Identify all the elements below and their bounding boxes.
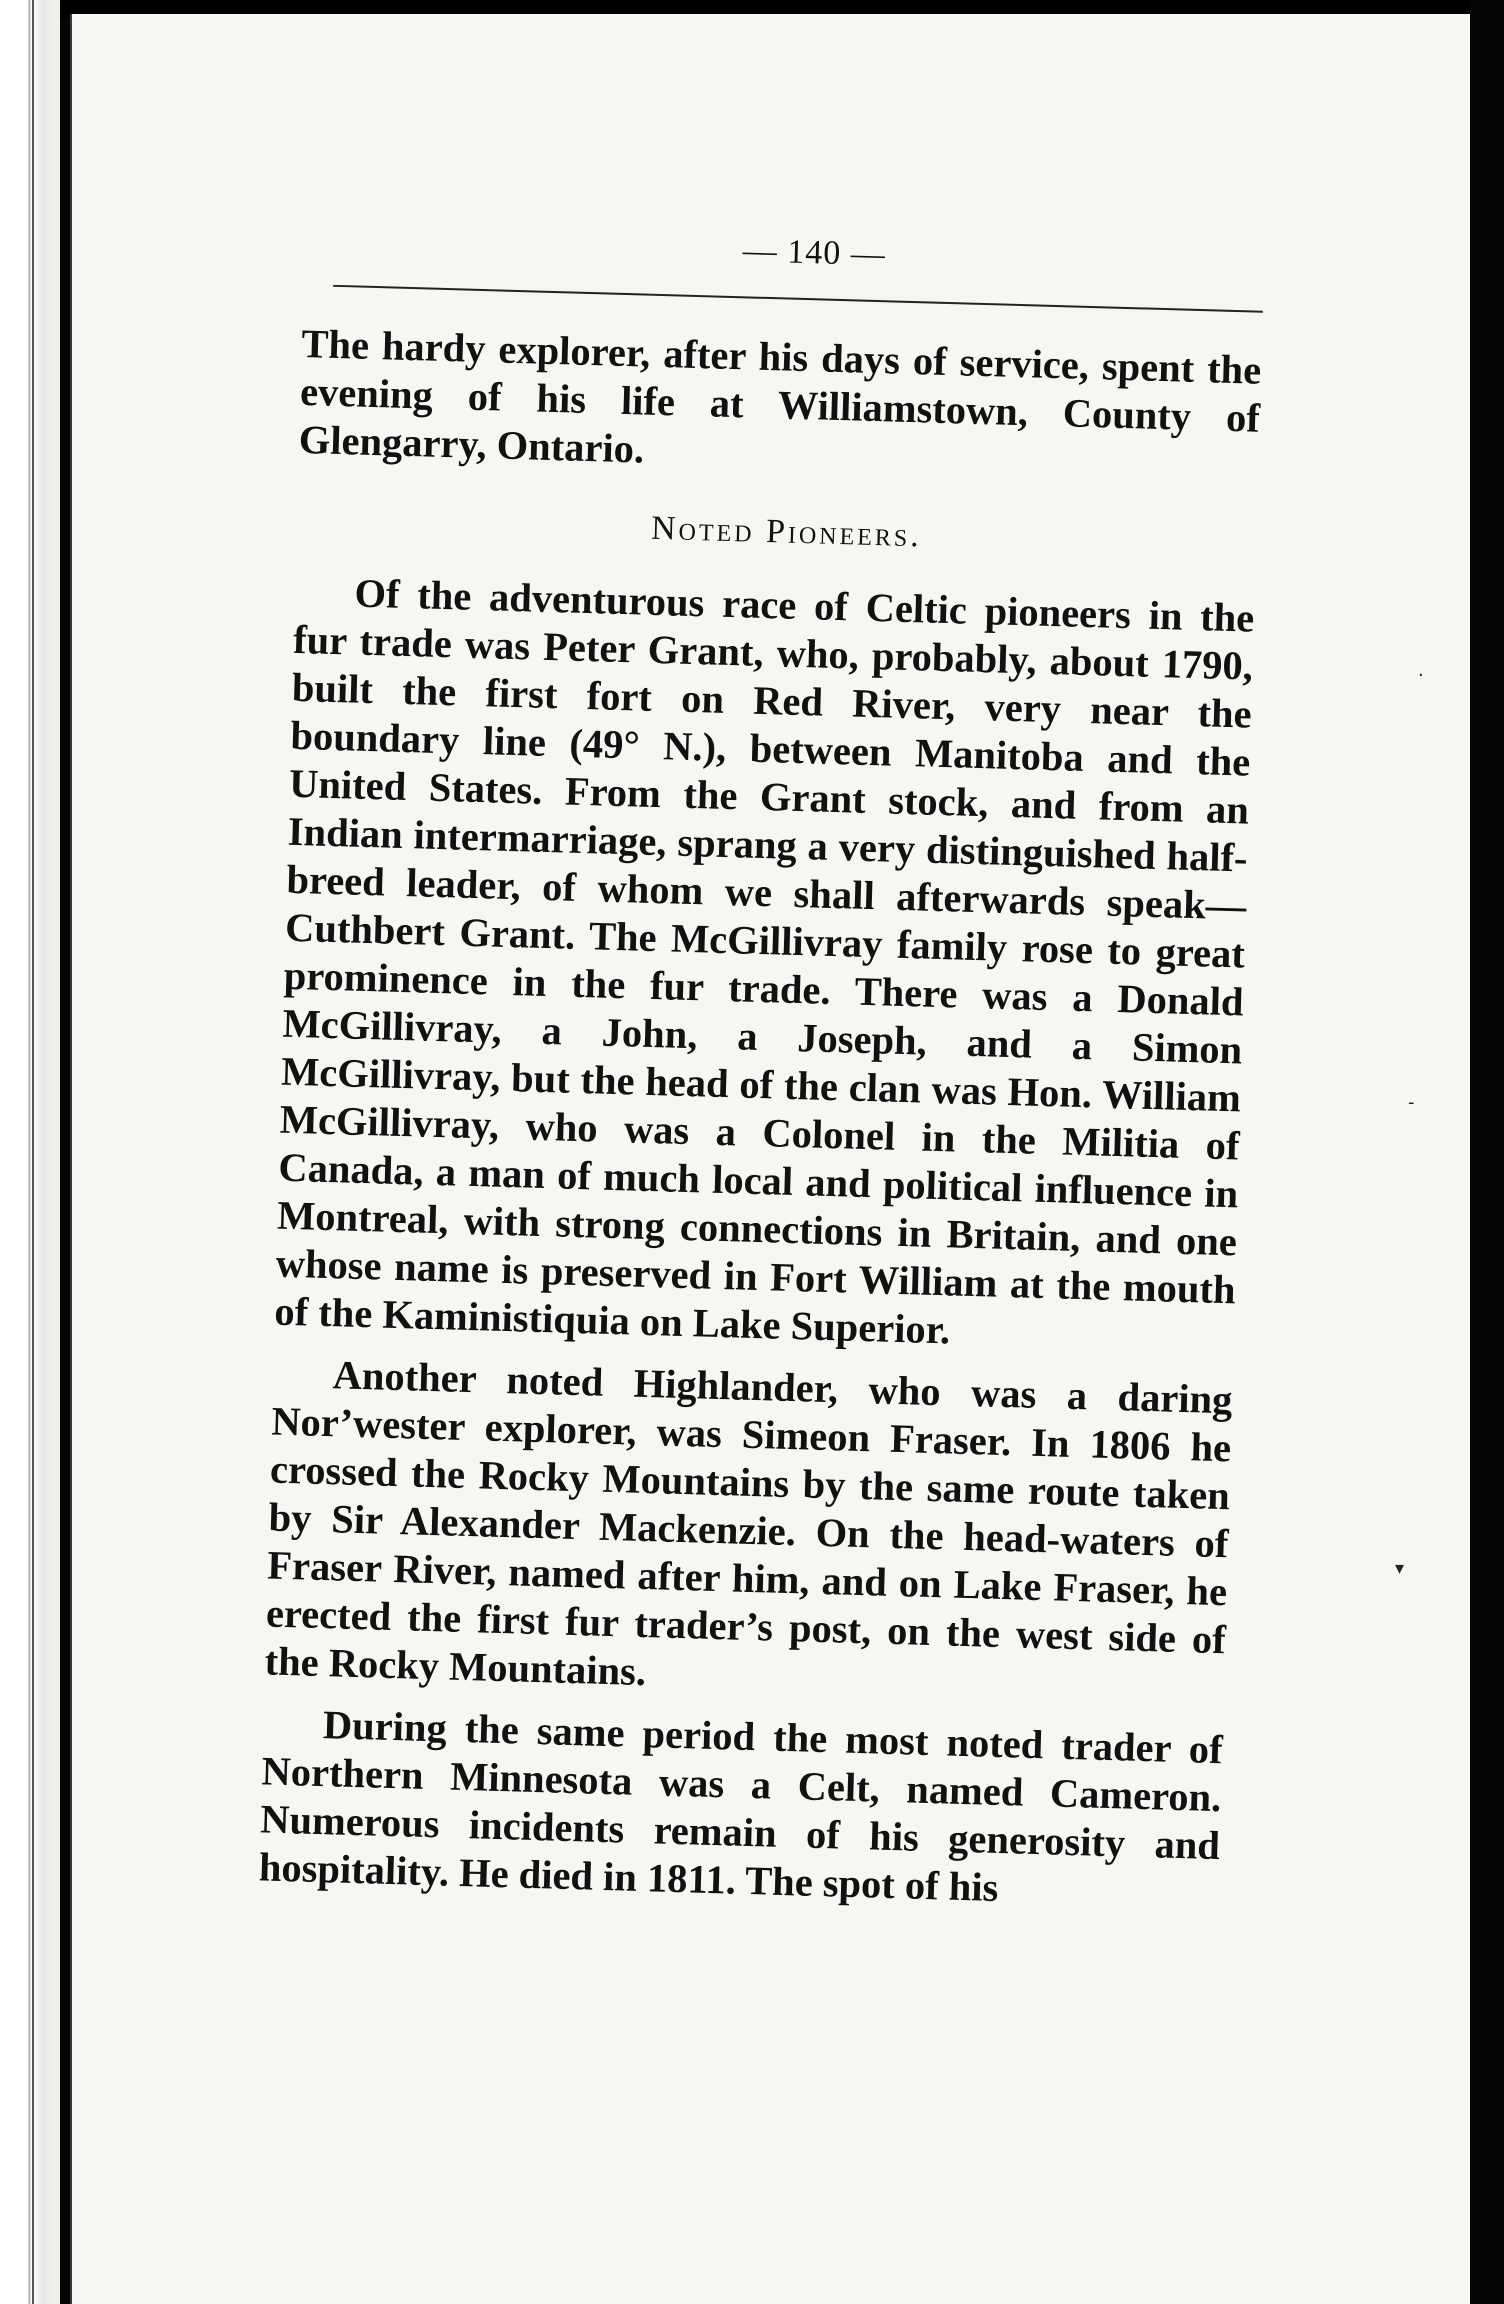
edge-mark-2: - <box>1408 1092 1415 1113</box>
paragraph-4: During the same period the most noted trader of Northern Minnesota was a Celt, named Cameron. Numerous incidents remain of his generosity and hospitality. He died in 1811. The spot of his <box>258 1702 1224 1911</box>
page-number: — 140 — <box>742 232 887 274</box>
paragraph-2: Of the adventurous race of Celtic pioneers in the fur trade was Peter Grant, who, probably, about 1790, built the first fort on Red River, very near the boundary line (49° N.), between Manitoba and the United States. From the Grant stock, and from an Indian intermarriage, sprang a very distinguished half-breed leader, of whom we shall afterwards speak—Cuthbert Grant. The McGillivray family rose to great prominence in the fur trade. There was a Donald McGillivray, a John, a Joseph, and a Simon McGillivray, but the head of the clan was Hon. William McGillivray, who was a Colonel in the Militia of Canada, a man of much local and political influence in Montreal, with strong connections in Britain, and one whose name is preserved in Fort William at the mouth of the Kaministiquia on Lake Superior. <box>273 570 1255 1353</box>
binding-line <box>32 0 34 2304</box>
header-rule <box>333 285 1263 313</box>
page-text <box>258 220 1264 1918</box>
paragraph-3: Another noted Highlander, who was a daring Nor’wester explorer, was Simeon Fraser. In 1806 he crossed the Rocky Mountains by the same route taken by Sir Alexander Mackenzie. On the head-waters of Fraser River, named after him, and on Lake Fraser, he erected the first fur trader’s post, on the west side of the Rocky Mountains. <box>264 1352 1234 1695</box>
edge-mark-1: · <box>1418 665 1424 686</box>
paragraph-1: The hardy explorer, after his days of service, spent the evening of his life at Williamstown, County of Glengarry, Ontario. <box>298 320 1262 472</box>
scan-right-border <box>1470 0 1504 2304</box>
section-heading: Noted Pioneers. <box>650 509 923 555</box>
page-binding-edge <box>0 0 60 2304</box>
edge-mark-3: ▾ <box>1395 1558 1405 1579</box>
